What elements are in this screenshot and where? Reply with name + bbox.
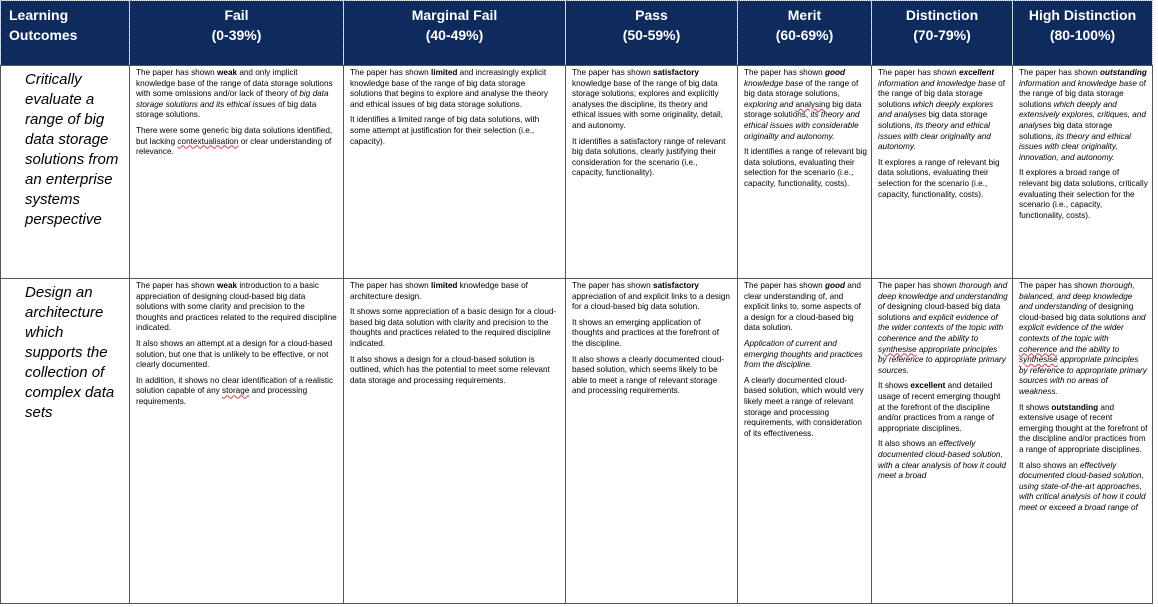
criteria-paragraph (878, 439, 1008, 481)
grade-header-merit (738, 1, 872, 66)
grade-header-marginal-fail (344, 1, 566, 66)
emphasis: outstanding (1100, 68, 1147, 77)
text: It also shows an (878, 439, 939, 449)
text: The paper has shown (136, 68, 218, 77)
emphasis: knowledge base (744, 78, 804, 88)
criteria-paragraph (744, 339, 867, 371)
criteria-cell-pass (566, 66, 738, 279)
criteria-paragraph (1019, 281, 1148, 398)
criteria-cell-high-distinction (1013, 279, 1153, 604)
criteria-paragraph (878, 68, 1008, 153)
emphasis: limited (431, 68, 458, 77)
criteria-cell-distinction (872, 66, 1013, 279)
criteria-paragraph: A clearly documented cloud-based solution, which would very likely meet a range of relevant storage and processing requirements, with consideration of its effectiveness. (744, 375, 864, 438)
text: In addition, it shows no clear identification of a realistic solution capable of any (136, 375, 334, 396)
grade-range: (80-100%) (1049, 27, 1116, 43)
text: of the range of big data storage solutions, (744, 78, 859, 99)
spellcheck-underline: contextualisation (177, 136, 239, 146)
emphasis: effectively documented cloud-based solution, with a clear analysis of how it could meet a broad (878, 439, 1006, 481)
text: or clear understanding of relevance. (136, 136, 332, 157)
criteria-paragraph (1019, 403, 1148, 456)
emphasis: and explicit evidence of the wider contexts of the topic with (1019, 312, 1146, 343)
criteria-cell-high-distinction (1013, 66, 1153, 279)
text: It also shows an (1019, 460, 1080, 470)
criteria-cell-merit (738, 279, 872, 604)
text: and only implicit knowledge base of the range of data storage solutions with some omissions and/or lack of theory of (136, 68, 333, 99)
criteria-cell-distinction (872, 279, 1013, 604)
text: knowledge base of the range of big data storage solutions; explores and explicitly analyses the discipline, its theory and ethical issues with some originality, detail, and autonomy. (572, 78, 723, 130)
text: It shows (1019, 402, 1052, 412)
emphasis: Application of current and emerging thoughts and practices from the discipline. (744, 338, 863, 370)
criteria-cell-merit (738, 66, 872, 279)
text: The paper has shown (572, 68, 654, 77)
rubric-row-evaluate-storage (1, 66, 1153, 279)
grade-range: (70-79%) (913, 27, 971, 43)
criteria-cell-marginal-fail (344, 279, 566, 604)
emphasis: good (825, 68, 846, 77)
grade-name: Merit (787, 7, 822, 23)
criteria-cell-pass (566, 279, 738, 604)
grade-name: Pass (635, 7, 668, 23)
spellcheck-underline: storage (222, 386, 250, 396)
criteria-cell-fail (130, 66, 344, 279)
grade-name: Marginal Fail (411, 7, 498, 23)
text: and clear understanding of, and explicit links to, some aspects of a design for a cloud-based big data solution. (744, 281, 861, 333)
learning-outcomes-label-line1: Learning (9, 7, 69, 23)
criteria-paragraph: It also shows a design for a cloud-based solution is outlined, which has the potential to meet some relevant data storage and processing requirements. (350, 354, 550, 385)
grade-name: Fail (224, 7, 249, 23)
text: The paper has shown (136, 281, 218, 290)
grade-header-distinction (872, 1, 1013, 66)
spellcheck-underline: synthesise (1019, 355, 1058, 365)
grade-name: High Distinction (1028, 7, 1137, 23)
text: The paper has shown (350, 68, 432, 77)
text: of the range of big data storage solutions (1019, 78, 1146, 109)
emphasis: thorough and deep knowledge and understanding of (878, 281, 1008, 312)
criteria-paragraph (572, 281, 731, 313)
spellcheck-underline: coherence (1019, 344, 1058, 354)
emphasis: satisfactory (653, 68, 699, 77)
emphasis: and the ability to (1057, 344, 1120, 354)
criteria-paragraph (136, 376, 337, 408)
learning-outcomes-label-line2: Outcomes (9, 27, 78, 43)
criteria-paragraph (1019, 461, 1148, 514)
text: The paper has shown (572, 281, 654, 290)
criteria-paragraph (136, 126, 337, 158)
emphasis: weak (217, 281, 238, 290)
text: and extensive usage of recent emerging thought at the forefront of the discipline and/or practices from a range of appropriate disciplines. (1019, 402, 1148, 454)
header-row (1, 1, 1153, 66)
text: The paper has shown (744, 281, 826, 290)
text: The paper has shown (744, 68, 826, 77)
criteria-paragraph: It also shows an attempt at a design for a cloud-based solution, but one that is unlikely to be effective, or not clearly documented. (136, 338, 333, 370)
emphasis: its theory and ethical issues with considerable originality and autonomy. (744, 110, 860, 141)
text: The paper has shown (1019, 281, 1101, 290)
emphasis: which deeply explores and analyses (878, 99, 994, 120)
text: appreciation of and explicit links to a design for a cloud-based big data solution. (572, 291, 730, 312)
text: introduction to a basic appreciation of designing cloud-based big data solutions with some clarity and precision to the thoughts and practices related to the required discipline indicated. (136, 281, 337, 333)
criteria-paragraph: It identifies a limited range of big data solutions, with some attempt at justification for their selection (i.e., capacity). (350, 115, 540, 146)
grade-range: (0-39%) (211, 27, 262, 43)
grade-header-pass (566, 1, 738, 66)
emphasis: its theory and ethical issues with clear originality, innovation, and autonomy. (1019, 131, 1131, 162)
text: The paper has shown (350, 281, 432, 290)
criteria-paragraph (878, 381, 1008, 434)
criteria-paragraph: It explores a broad range of relevant big data solutions, critically evaluating their selection for the scenario (i.e., capacity, functionality, costs). (1019, 168, 1148, 220)
criteria-cell-fail (130, 279, 344, 604)
criteria-paragraph: It identifies a range of relevant big data solutions, evaluating their selection for the scenario (i.e., capacity, functionality, costs). (744, 147, 867, 188)
text: The paper has shown (1019, 68, 1101, 77)
emphasis: and its (197, 99, 227, 109)
criteria-paragraph (878, 281, 1008, 376)
text: big data storage solutions, (878, 110, 988, 130)
criteria-paragraph: It shows some appreciation of a basic design for a cloud-based big data solution with clarity and precision to the thoughts and practices related to the required discipline indicated. (350, 307, 557, 348)
text: big data storage solutions, (744, 99, 862, 120)
criteria-paragraph: It identifies a satisfactory range of relevant big data solutions, clearly justifying their consideration for the scenario (i.e., capacity, functionality). (572, 136, 726, 178)
emphasis: thorough, balanced, and deep knowledge and understanding of (1019, 281, 1135, 312)
criteria-paragraph (744, 68, 867, 142)
emphasis: satisfactory (653, 281, 699, 290)
emphasis: outstanding (1051, 402, 1099, 412)
emphasis: and explicit evidence of the wider contexts of the topic with coherence and the ability to (878, 312, 1004, 343)
text: of the range of big data storage solutions (878, 78, 1005, 109)
learning-outcome-cell: Critically evaluate a range of big data storage solutions from an enterprise systems perspective (1, 66, 130, 279)
spellcheck-underline: analysing (795, 99, 831, 109)
criteria-paragraph (350, 68, 559, 110)
text: designing cloud-based big data solutions (878, 302, 1001, 322)
emphasis: exploring and (744, 99, 796, 109)
criteria-paragraph (136, 68, 337, 121)
emphasis: which deeply and extensively explores, critiques, and analyses (1019, 99, 1146, 130)
grade-name: Distinction (905, 7, 979, 23)
text: designing cloud-based big data solutions (1019, 302, 1134, 322)
emphasis: appropriate principles by reference to appropriate primary sources. (878, 344, 1006, 375)
criteria-paragraph: It also shows a clearly documented cloud-based solution, which seems likely to be able to meet a range of relevant storage and processing requirements. (572, 354, 725, 396)
text: The paper has shown (878, 281, 960, 290)
criteria-paragraph (744, 281, 867, 334)
criteria-paragraph: It shows an emerging application of thoughts and practices at the forefront of the discipline. (572, 317, 720, 348)
grade-range: (50-59%) (622, 27, 681, 43)
emphasis: information and knowledge base (878, 78, 996, 88)
learning-outcome-cell: Design an architecture which supports the collection of complex data sets (1, 279, 130, 604)
emphasis: information and knowledge base (1019, 78, 1137, 88)
emphasis: effectively documented cloud-based solution, using state-of-the-art approaches, with critical analysis of how it could meet or exceed a broad range of (1019, 460, 1146, 512)
criteria-paragraph: It explores a range of relevant big data solutions, evaluating their selection for the scenario (i.e., capacity, functionality, costs). (878, 157, 1000, 199)
learning-outcomes-header (1, 1, 130, 66)
grade-header-high-distinction (1013, 1, 1153, 66)
text: of big data storage solutions. (136, 99, 317, 120)
criteria-paragraph (136, 281, 337, 334)
criteria-cell-marginal-fail (344, 66, 566, 279)
rubric-row-design-architecture (1, 279, 1153, 604)
emphasis: excellent (910, 381, 946, 391)
text: There were some generic big data solutions identified, but lacking (136, 125, 333, 146)
text: The paper has shown (878, 68, 960, 77)
emphasis: limited (431, 281, 458, 290)
spellcheck-underline: synthesise (878, 344, 917, 354)
grade-range: (60-69%) (775, 27, 834, 43)
emphasis: excellent (959, 68, 995, 77)
criteria-paragraph (350, 281, 559, 302)
text: It shows (878, 381, 911, 391)
emphasis: weak (217, 68, 238, 77)
emphasis: big data storage solutions (136, 89, 329, 109)
grade-header-fail (130, 1, 344, 66)
emphasis: ethical issues (226, 99, 276, 109)
criteria-paragraph (572, 68, 731, 132)
text: knowledge base of architecture design. (350, 281, 528, 301)
text: big data storage solutions, (1019, 120, 1113, 141)
grade-range: (40-49%) (425, 27, 484, 43)
emphasis: appropriate principles by reference to appropriate primary sources with no areas of weakness. (1019, 355, 1147, 396)
criteria-paragraph (1019, 68, 1148, 163)
text: and detailed usage of recent emerging thought at the forefront of the discipline and/or practices from a range of appropriate disciplines. (878, 381, 1001, 433)
text: and processing requirements. (136, 386, 308, 406)
emphasis: its theory and ethical issues with clear originality and autonomy. (878, 120, 991, 152)
emphasis: good (825, 281, 846, 290)
text: and increasingly explicit knowledge base of the range of big data storage solutions that begins to explore and analyse the theory and ethical issues of big data storage solutions. (350, 68, 548, 109)
